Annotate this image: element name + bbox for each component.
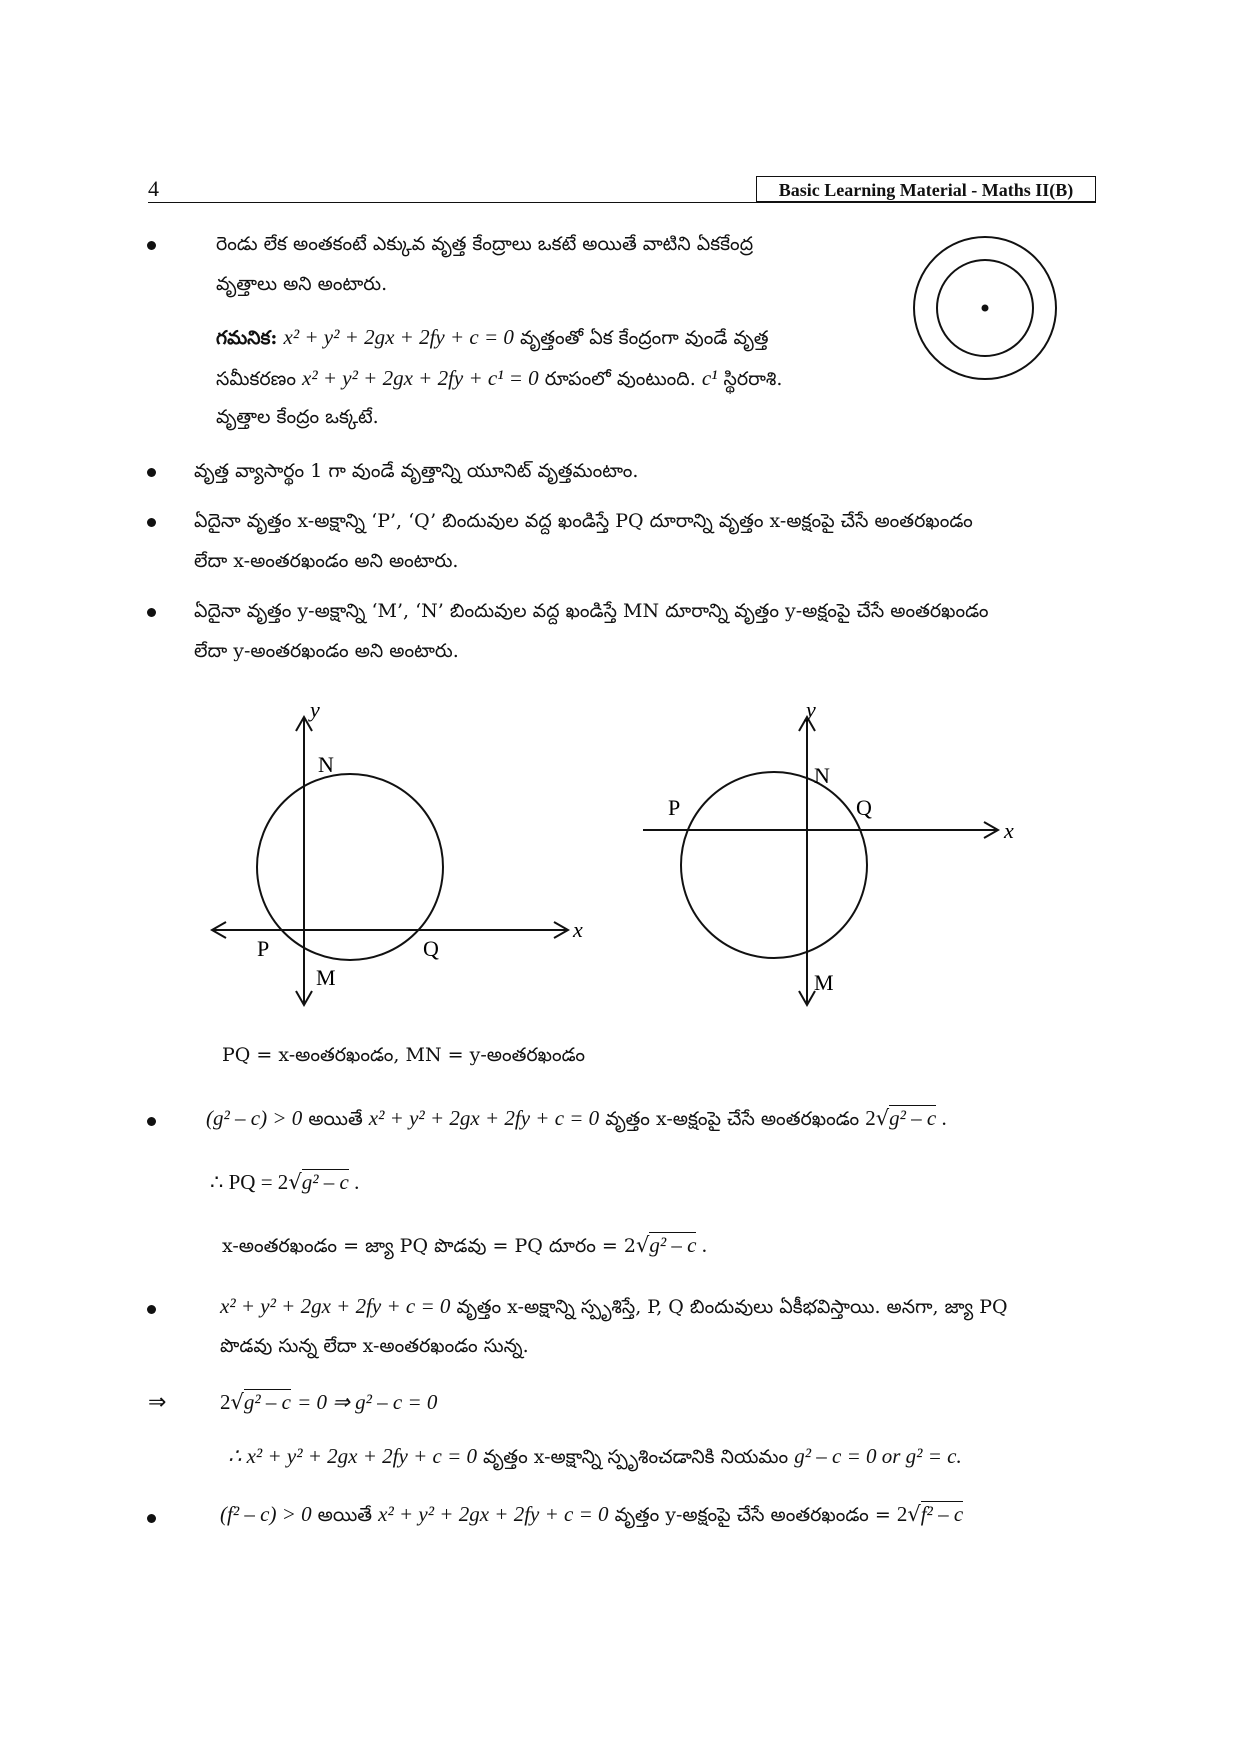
- implies-equation: [220, 1384, 437, 1422]
- y-intercept-line-1: ఏదైనా వృత్తం y-అక్షాన్ని ‘M’, ‘N’ బిందువుల వద్ద ఖండిస్తే MN దూరాన్ని వృత్తం y-అక్షంపై చేసే అంతరఖండం: [194, 600, 989, 622]
- right-figure: [643, 697, 1014, 1005]
- figure-caption: PQ = x-అంతరఖండం, MN = y-అంతరఖండం: [222, 1044, 586, 1066]
- coefficient: 2: [896, 1502, 908, 1526]
- pq-prefix: ∴ PQ = 2: [210, 1170, 289, 1194]
- circle-equation: x² + y² + 2gx + 2fy + c = 0: [220, 1294, 451, 1318]
- y-axis-label: y: [806, 697, 816, 722]
- implies-rest: = 0 ⇒ g² – c = 0: [297, 1390, 438, 1414]
- bullet: [147, 1514, 156, 1523]
- header-rule: [148, 202, 1096, 203]
- coefficient: 2: [865, 1106, 876, 1130]
- note-label: గమనిక:: [216, 327, 278, 349]
- center-dot: [982, 305, 989, 312]
- text: అయితే: [308, 1108, 363, 1130]
- radical-sign: √: [230, 1390, 244, 1414]
- bullet: [147, 518, 156, 527]
- concentric-circles-figure: [910, 233, 1060, 383]
- note-text: స్థిరరాశి.: [723, 368, 783, 390]
- y-intercept-line-2: లేదా y-అంతరఖండం అని అంటారు.: [194, 640, 459, 662]
- bullet: [147, 468, 156, 477]
- point-M: M: [814, 970, 834, 995]
- circle: [257, 774, 443, 960]
- radicand: g² – c: [243, 1390, 292, 1414]
- point-M: M: [316, 965, 336, 990]
- radicand: g² – c: [301, 1170, 349, 1194]
- x-intercept-chord: x-అంతరఖండం = జ్యా PQ పొడవు = PQ దూరం = 2√g² – c .: [222, 1233, 707, 1257]
- radical-sign: √: [907, 1502, 921, 1526]
- note-line-2: [216, 360, 782, 398]
- note-text: సమీకరణం: [216, 368, 296, 390]
- text: వృత్తం x-అక్షాన్ని స్పృశిస్తే, P, Q బిందువులు ఏకీభవిస్తాయి. అనగా, జ్యా PQ: [456, 1296, 1008, 1318]
- note-line-3: వృత్తాల కేంద్రం ఒక్కటే.: [216, 406, 379, 428]
- x-intercept-line-2: లేదా x-అంతరఖండం అని అంటారు.: [194, 550, 459, 572]
- condition: (g² – c) > 0: [206, 1106, 303, 1130]
- tangent-condition: [228, 1438, 962, 1476]
- intercept-figures: [0, 680, 1241, 1020]
- unit-circle-definition: వృత్త వ్యాసార్థం 1 గా వుండే వృత్తాన్ని యూనిట్ వృత్తమంటాం.: [194, 460, 639, 482]
- note-equation: x² + y² + 2gx + 2fy + c = 0: [283, 325, 514, 349]
- x-intercept-result: (g² – c) > 0 అయితే x² + y² + 2gx + 2fy + c = 0 వృత్తం x-అక్షంపై చేసే అంతరఖండం 2√g² – c .: [206, 1106, 947, 1130]
- note-text: వృత్తంతో ఏక కేంద్రంగా వుండే వృత్త: [519, 327, 769, 349]
- point-P: P: [257, 936, 270, 961]
- tangent-line-1: [220, 1288, 1008, 1326]
- text: వృత్తం x-అక్షాన్ని స్పృశించడానికి నియమం: [483, 1446, 789, 1468]
- radical-sign: √: [288, 1170, 302, 1194]
- point-N: N: [814, 763, 830, 788]
- point-Q: Q: [423, 936, 439, 961]
- condition: (f² – c) > 0: [220, 1502, 312, 1526]
- note-text: రూపంలో వుంటుంది.: [544, 368, 696, 390]
- radicand: g² – c: [889, 1106, 937, 1130]
- bullet: [147, 1305, 156, 1314]
- note-constant: c¹: [701, 366, 718, 390]
- tangent-line-2: పొడవు సున్న లేదా x-అంతరఖండం సున్న.: [220, 1335, 529, 1357]
- point-N: N: [318, 752, 334, 777]
- radicand: f² – c: [920, 1502, 964, 1526]
- radical-sign: √: [635, 1233, 650, 1257]
- bullet: [147, 608, 156, 617]
- note-equation: x² + y² + 2gx + 2fy + c¹ = 0: [302, 366, 539, 390]
- y-intercept-result: [220, 1496, 963, 1534]
- left-figure: [212, 697, 583, 1005]
- text: వృత్తం y-అక్షంపై చేసే అంతరఖండం =: [614, 1504, 891, 1526]
- implies-icon: ⇒: [148, 1390, 167, 1415]
- page-number: 4: [148, 176, 159, 201]
- text: అయితే: [317, 1504, 373, 1526]
- therefore-equation: ∴ x² + y² + 2gx + 2fy + c = 0: [228, 1444, 477, 1468]
- condition: g² – c = 0 or g² = c.: [794, 1444, 962, 1468]
- x-axis-label: x: [573, 917, 583, 942]
- x-intercept-line-1: ఏదైనా వృత్తం x-అక్షాన్ని ‘P’, ‘Q’ బిందువుల వద్ద ఖండిస్తే PQ దూరాన్ని వృత్తం x-అక్షంపై చేసే అంతరఖండం: [194, 510, 973, 532]
- point-Q: Q: [856, 795, 872, 820]
- bullet: [147, 241, 156, 250]
- circle: [681, 772, 867, 958]
- note-line-1: [216, 319, 769, 357]
- bullet: [147, 1117, 156, 1126]
- point-P: P: [668, 795, 681, 820]
- pq-equals: ∴ PQ = 2√g² – c .: [210, 1170, 360, 1194]
- circle-equation: x² + y² + 2gx + 2fy + c = 0: [378, 1502, 609, 1526]
- coefficient: 2: [220, 1390, 231, 1414]
- text: వృత్తం x-అక్షంపై చేసే అంతరఖండం: [605, 1108, 860, 1130]
- concentric-line-2: వృత్తాలు అని అంటారు.: [216, 273, 388, 295]
- x-axis-label: x: [1004, 818, 1014, 843]
- circle-equation: x² + y² + 2gx + 2fy + c = 0: [368, 1106, 600, 1130]
- chord-text: x-అంతరఖండం = జ్యా PQ పొడవు = PQ దూరం = 2: [222, 1235, 636, 1257]
- concentric-line-1: రెండు లేక అంతకంటే ఎక్కువ వృత్త కేంద్రాలు ఒకటే అయితే వాటిని ఏకకేంద్ర: [216, 233, 754, 255]
- y-axis-label: y: [310, 697, 320, 722]
- radicand: g² – c: [649, 1233, 697, 1257]
- header-title: Basic Learning Material - Maths II(B): [756, 176, 1096, 202]
- radical-sign: √: [875, 1106, 890, 1130]
